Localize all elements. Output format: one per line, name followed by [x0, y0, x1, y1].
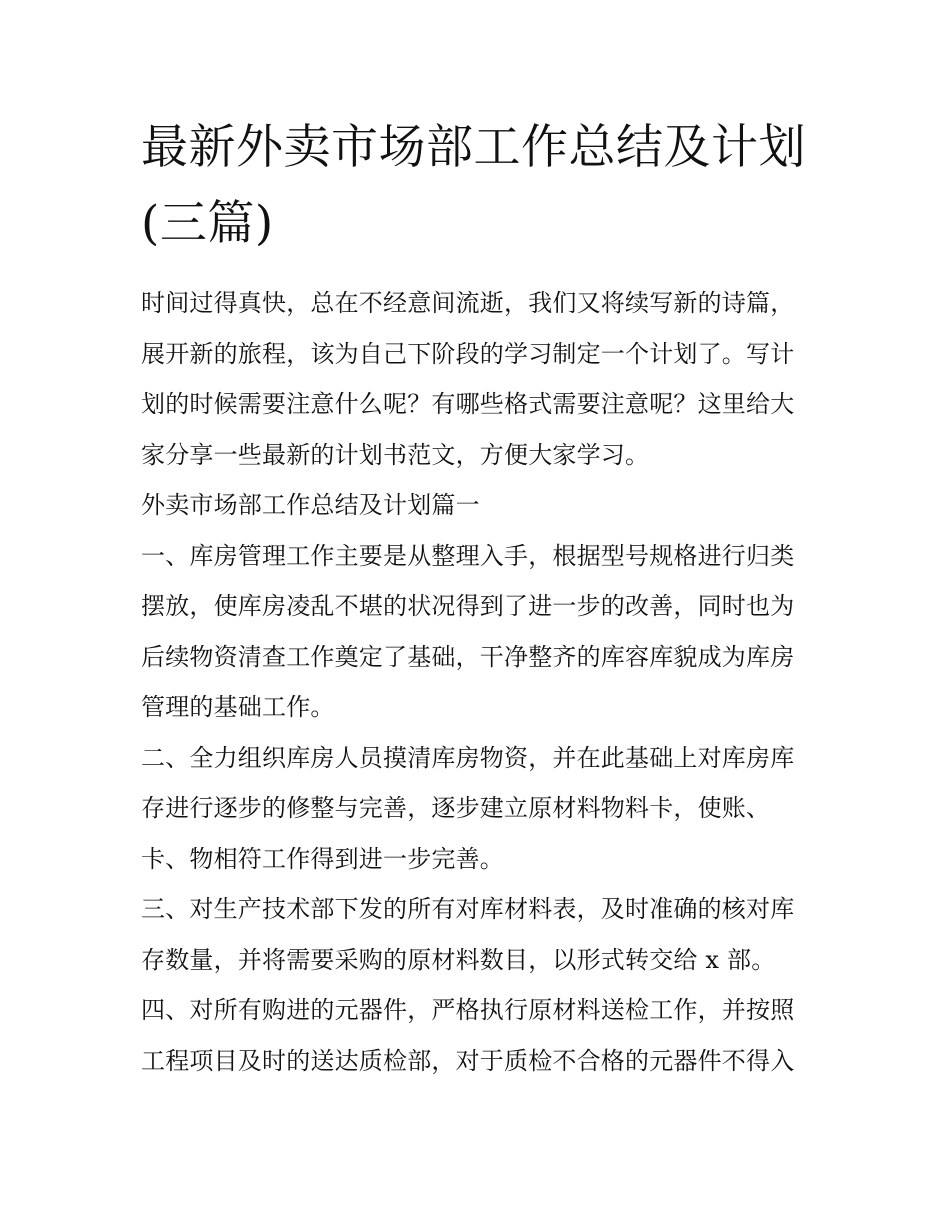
paragraph-item-3: 三、对生产技术部下发的所有对库材料表，及时准确的核对库存数量，并将需要采购的原材料数目，以形式转交给 x 部。 [141, 895, 795, 974]
document-body [141, 110, 816, 1086]
paragraph-item-1: 一、库房管理工作主要是从整理入手，根据型号规格进行归类摆放，使库房凌乱不堪的状况得到了进一步的改善，同时也为后续物资清查工作奠定了基础，干净整齐的库容库貌成为库房管理的基础工作。 [141, 541, 795, 721]
section-heading: 外卖市场部工作总结及计划篇一 [141, 491, 480, 519]
intro-paragraph: 时间过得真快，总在不经意间流逝，我们又将续写新的诗篇，展开新的旅程，该为自己下阶段的学习制定一个计划了。写计划的时候需要注意什么呢？有哪些格式需要注意呢？这里给大家分享一些最新的计划书范文，方便大家学习。 [141, 289, 795, 469]
paragraph-item-2: 二、全力组织库房人员摸清库房物资，并在此基础上对库房库存进行逐步的修整与完善，逐步建立原材料物料卡，使账、卡、物相符工作得到进一步完善。 [141, 743, 795, 873]
paragraph-item-4: 四、对所有购进的元器件，严格执行原材料送检工作，并按照工程项目及时的送达质检部，对于质检不合格的元器件不得入 [141, 996, 795, 1075]
document-title: 最新外卖市场部工作总结及计划(三篇) [141, 120, 806, 251]
